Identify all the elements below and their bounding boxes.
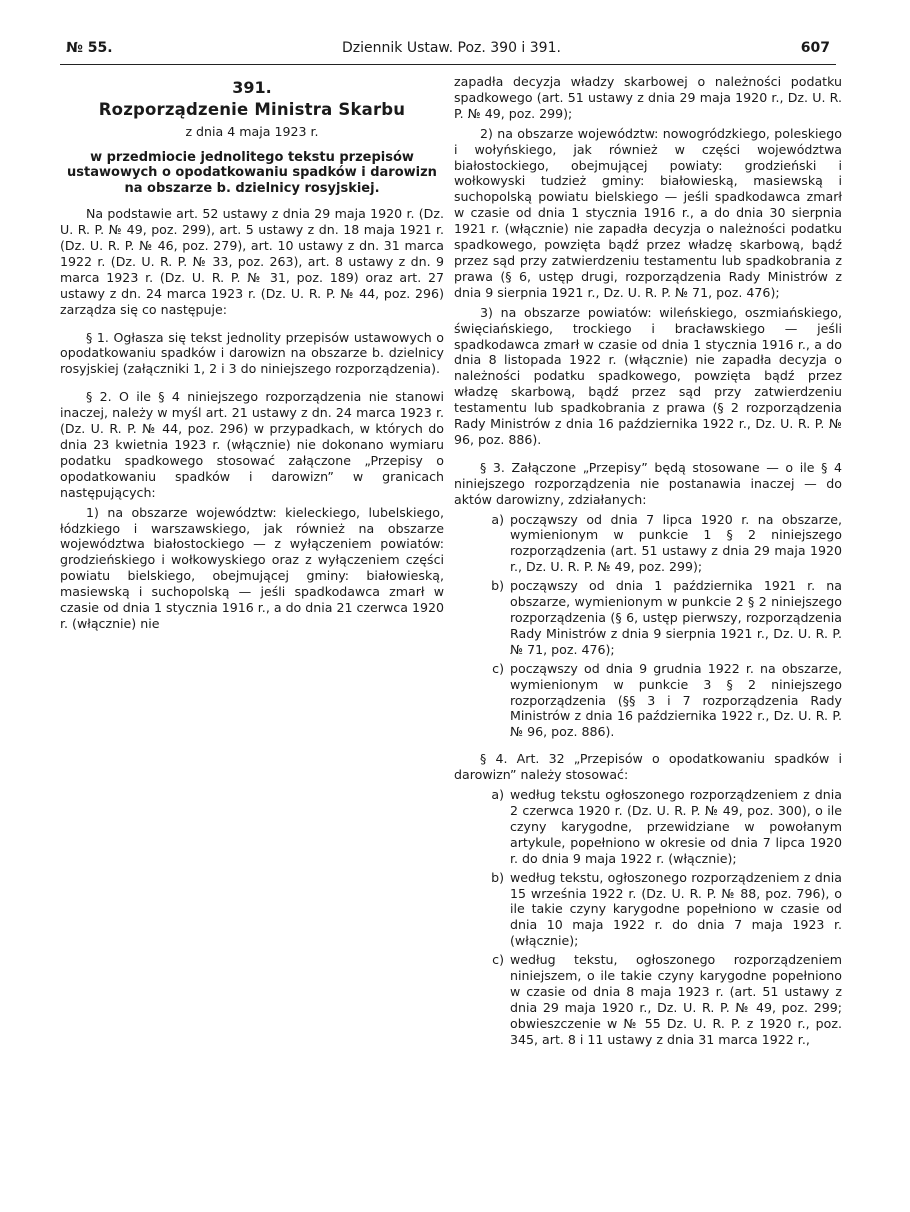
- act-title: Rozporządzenie Ministra Skarbu: [98, 99, 406, 119]
- spacer: [60, 381, 444, 389]
- item-text: począwszy od dnia 7 lipca 1920 r. na obszarze, wymienionym w punkcie 1 § 2 niniejszego rozporządzenia (art. 51 ustawy z dnia 29 maja 1920 r., Dz. U. R. P. № 49, poz. 299);: [510, 511, 842, 575]
- item-label: c): [492, 660, 504, 676]
- continued-paragraph: zapadła decyzja władzy skarbowej o należności podatku spadkowego (art. 51 ustawy z dnia 29 maja 1920 r., Dz. U. R. P. № 49, poz. 299);: [454, 74, 842, 121]
- item-text: począwszy od dnia 9 grudnia 1922 r. na obszarze, wymienionym w punkcie 3 § 2 niniejszego rozporządzenia (§§ 3 i 7 rozporządzenia Rady Ministrów z dnia 16 października 1922 r., Dz. U. R. P. № 96, poz. 886).: [510, 660, 842, 740]
- list-item: [454, 578, 842, 658]
- item-text: począwszy od dnia 1 października 1921 r. na obszarze, wymienionym w punkcie 2 § 2 niniejszego rozporządzenia (§ 6, ustęp pierwszy, rozporządzenia Rady Ministrów z dnia 9 sierpnia 1921 r., Dz. U. R. P. № 71, poz. 476);: [510, 578, 842, 657]
- item-label: a): [491, 787, 504, 803]
- item-text: według tekstu, ogłoszonego rozporządzeniem niniejszem, o ile takie czyny karygodne popełniono w czasie od dnia 8 maja 1923 r. (art. 51 ustawy z dnia 29 maja 1920 r., Dz. U. R. P. № 49, poz. 299; obwieszczenie w № 55 Dz. U. R. P. z 1920 r., poz. 345, art. 8 i 11 ustawy z dnia 31 marca 1922 r.,: [510, 952, 842, 1047]
- list-item: [454, 661, 842, 741]
- item-text: według tekstu ogłoszonego rozporządzeniem z dnia 2 czerwca 1920 r. (Dz. U. R. P. № 49, poz. 300), o ile czyny karygodne, przewidziane w powołanym artykule, popełniono w okresie od dnia 7 lipca 1920 r. do dnia 9 maja 1922 r. (włącznie);: [510, 787, 842, 866]
- right-column: [454, 74, 842, 1051]
- left-column: [60, 74, 444, 636]
- spacer: [60, 322, 444, 330]
- section-2-point-2: 2) na obszarze województw: nowogródzkiego, poleskiego i wołyńskiego, jak również w części województwa białostockiego, obejmującej powiaty: grodzieński i wołkowyski tudzież gminy: białowieską, masiewską i suchopolską powiatu bielskiego — jeśli spadkodawca zmarł w czasie od dnia 1 stycznia 1916 r., a do dnia 30 sierpnia 1921 r. (włącznie) nie zapadła decyzja o należności podatku spadkowego, powzięta bądź przez władzę skarbową, bądź przez sąd przy zatwierdzeniu testamentu lub spadkobrania z prawa (§ 6, ustęp drugi, rozporządzenia Rady Ministrów z dnia 9 sierpnia 1921 r., Dz. U. R. P. № 71, poz. 476);: [454, 125, 842, 300]
- item-text: według tekstu, ogłoszonego rozporządzeniem z dnia 15 września 1922 r. (Dz. U. R. P. № 88, poz. 796), o ile takie czyny karygodne popełniono w czasie od dnia 10 maja 1922 r. do dnia 7 maja 1923 r. (włącznie);: [510, 869, 842, 949]
- issue-number: № 55.: [66, 40, 113, 56]
- item-label: a): [491, 511, 504, 527]
- section-3: § 3. Załączone „Przepisy” będą stosowane — o ile § 4 niniejszego rozporządzenia nie postanawia inaczej — do aktów darowizny, zdziałanych:: [454, 459, 842, 507]
- section-2-point-3: 3) na obszarze powiatów: wileńskiego, oszmiańskiego, święciańskiego, trockiego i bracławskiego — jeśli spadkodawca zmarł w czasie od dnia 1 stycznia 1916 r., a do dnia 8 listopada 1922 r. (włącznie) nie zapadła decyzja o należności podatku spadkowego, powzięta bądź przez władzę skarbową, bądź przez sąd przy zatwierdzeniu testamentu lub spadkobrania z prawa (§ 2 rozporządzenia Rady Ministrów z dnia 16 października 1922 r., Dz. U. R. P. № 96, poz. 886).: [454, 304, 842, 447]
- list-item: [454, 512, 842, 576]
- list-item: [454, 787, 842, 867]
- page-number: 607: [800, 40, 830, 56]
- act-subject: w przedmiocie jednolitego tekstu przepisów ustawowych o opodatkowaniu spadków i darowizn na obszarze b. dzielnicy rosyjskiej.: [67, 149, 437, 196]
- spacer: [454, 743, 842, 751]
- page-header: [60, 38, 830, 62]
- act-date: z dnia 4 maja 1923 r.: [185, 123, 319, 139]
- act-number: 391.: [232, 78, 272, 97]
- journal-title: Dziennik Ustaw. Poz. 390 i 391.: [342, 40, 561, 56]
- list-item: [454, 952, 842, 1047]
- list-item: [454, 870, 842, 950]
- header-divider: [60, 64, 836, 65]
- item-label: b): [491, 578, 504, 594]
- item-label: c): [492, 952, 504, 968]
- section-4: § 4. Art. 32 „Przepisów o opodatkowaniu spadków i darowizn” należy stosować:: [454, 751, 842, 783]
- section-2-point-1: 1) na obszarze województw: kieleckiego, lubelskiego, łódzkiego i warszawskiego, jak również na obszarze województwa białostockiego — z wyłączeniem powiatów: grodzieńskiego i wołkowyskiego oraz z wyłączeniem części powiatu bielskiego, obejmującej gminy: białowieską, masiewską i suchopolską — jeśli spadkodawca zmarł w czasie od dnia 1 stycznia 1916 r., a do dnia 21 czerwca 1920 r. (włącznie) nie: [60, 504, 444, 631]
- item-label: b): [491, 869, 504, 885]
- section-1: § 1. Ogłasza się tekst jednolity przepisów ustawowych o opodatkowaniu spadków i darowizn na obszarze b. dzielnicy rosyjskiej (załączniki 1, 2 i 3 do niniejszego rozporządzenia).: [60, 329, 444, 377]
- section-2: § 2. O ile § 4 niniejszego rozporządzenia nie stanowi inaczej, należy w myśl art. 21 ustawy z dn. 24 marca 1923 r. (Dz. U. R. P. № 44, poz. 296) w przypadkach, w których do dnia 23 kwietnia 1923 r. (włącznie) nie dokonano wymiaru podatku spadkowego stosować załączone „Przepisy o opodatkowaniu spadków i darowizn” w granicach następujących:: [60, 389, 444, 500]
- intro-paragraph: Na podstawie art. 52 ustawy z dnia 29 maja 1920 r. (Dz. U. R. P. № 49, poz. 299), art. 5 ustawy z dn. 18 maja 1921 r. (Dz. U. R. P. № 46, poz. 279), art. 10 ustawy z dn. 31 marca 1922 r. (Dz. U. R. P. № 33, poz. 263), art. 8 ustawy z dn. 9 marca 1923 r. (Dz. U. R. P. № 31, poz. 189) oraz art. 27 ustawy z dn. 24 marca 1923 r. (Dz. U. R. P. № 44, poz. 296) zarządza się co następuje:: [60, 206, 444, 317]
- spacer: [454, 452, 842, 460]
